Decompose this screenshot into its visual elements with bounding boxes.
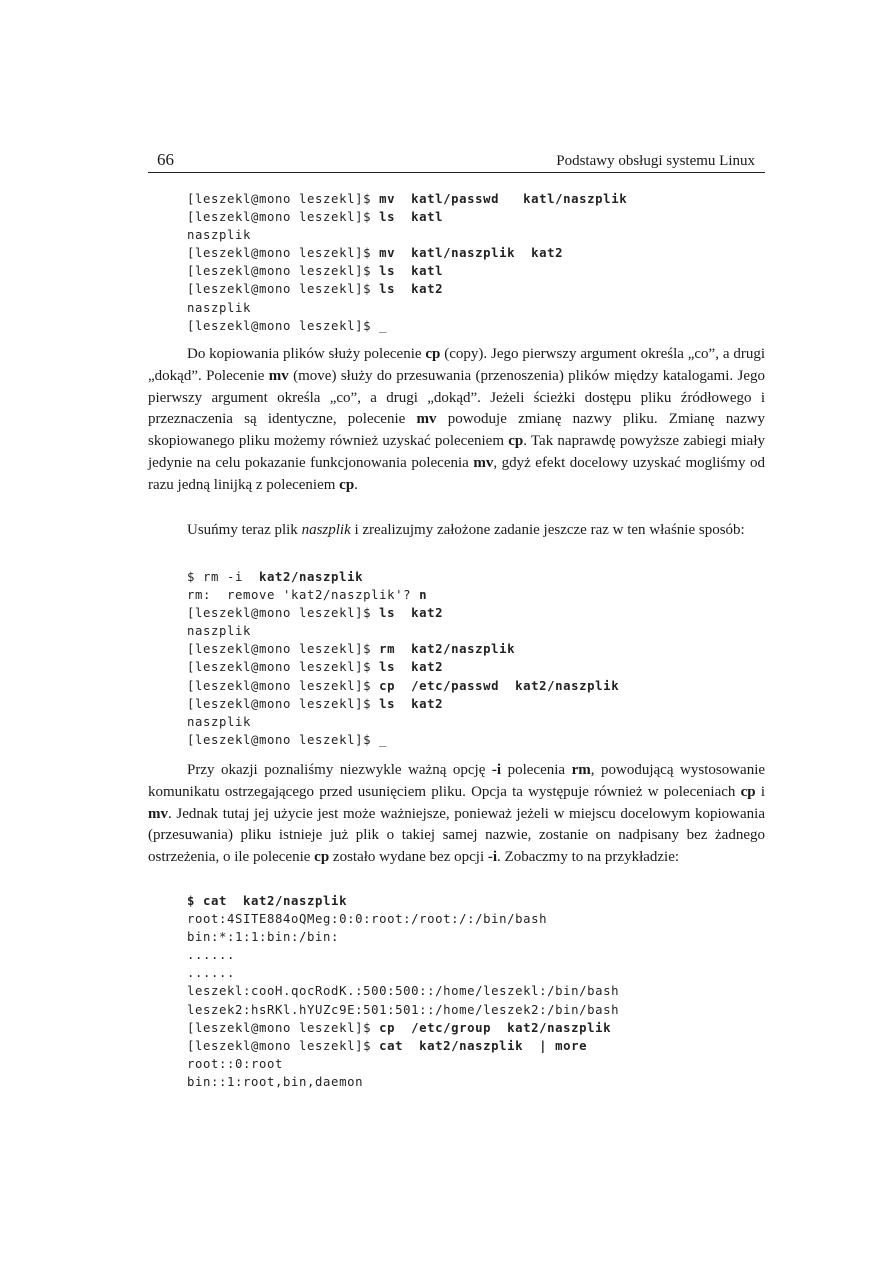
command-name: cp [740,783,756,800]
code-line [187,568,619,586]
code-command: rm kat2/naszplik [379,642,516,657]
code-block-mv-example [187,190,627,335]
paragraph-text: Przy okazji poznaliśmy niezwykle ważną opcję [187,762,492,778]
code-block-rm-cp-example [187,568,619,749]
page-number: 66 [157,150,174,169]
code-line [187,964,619,982]
code-text: [leszekl@mono leszekl]$ [187,246,380,261]
code-block-overwrite-example [187,892,619,1091]
code-line [187,280,627,298]
paragraph-text: , gdyż efekt docelowy uzyskać mogliśmy od razu jedną linijką z poleceniem [148,454,765,493]
paragraph-text: (move) służy do przesuwania (przenoszenia) plików między katalogami. Jego pierwszy argument określa „co”, a drugi „dokąd”. Jeżeli ścieżki dostępu pliku źródłowego i przeznaczenia są identyczne, polecenie [148,367,765,428]
code-line [187,1019,619,1037]
code-command: ls katl [379,210,444,225]
code-text: ...... [187,966,236,981]
header-rule [148,172,765,173]
code-text: [leszekl@mono leszekl]$ [187,678,380,693]
code-line [187,317,627,335]
code-line [187,892,619,910]
code-command: ls katl [379,264,444,279]
code-line [187,190,627,208]
paragraph-text: powoduje zmianę nazwy pliku. Zmianę nazwy skopiowanego pliku możemy również uzyskać poleceniem [148,411,765,450]
code-text: [leszekl@mono leszekl]$ [187,1038,380,1053]
code-command: mv katl/naszplik kat2 [379,246,564,261]
code-line [187,1073,619,1091]
command-name: cp [508,433,524,450]
code-line [187,640,619,658]
code-command: n [419,588,428,603]
paragraph-remove-intro [148,520,765,542]
paragraph-text: zostało wydane bez opcji [329,849,488,866]
code-text: ...... [187,948,236,963]
code-text: [leszekl@mono leszekl]$ _ [187,318,388,333]
code-command: ls kat2 [379,606,444,621]
command-name: mv [473,454,494,471]
command-name: cp [425,346,441,362]
code-text: [leszekl@mono leszekl]$ [187,606,380,621]
code-text: [leszekl@mono leszekl]$ [187,696,380,711]
code-line [187,982,619,1000]
code-text: leszekl:cooH.qocRodK.:500:500::/home/leszekl:/bin/bash [187,984,620,999]
code-command: ls kat2 [379,660,444,675]
code-text: rm: remove 'kat2/naszplik'? [187,588,420,603]
code-line [187,226,627,244]
code-line [187,299,627,317]
code-line [187,1037,619,1055]
code-text: bin:*:1:1:bin:/bin: [187,930,340,945]
paragraph-text: , powodującą wystosowanie komunikatu ostrzegającego przed usunięciem pliku. Opcja ta występuje również w poleceniach [148,762,766,800]
code-line [187,604,619,622]
code-line [187,622,619,640]
code-command: cp /etc/group kat2/naszplik [379,1020,612,1035]
code-line [187,262,627,280]
code-text: naszplik [187,300,252,315]
code-line [187,731,619,749]
code-text: [leszekl@mono leszekl]$ [187,282,380,297]
file-name: naszplik [301,522,351,538]
command-name: -i [487,849,498,866]
code-text: [leszekl@mono leszekl]$ [187,642,380,657]
paragraph-option-i [148,760,765,869]
command-name: -i [491,762,502,778]
code-line [187,658,619,676]
code-text: naszplik [187,624,252,639]
code-text: [leszekl@mono leszekl]$ [187,660,380,675]
paragraph-text: . Tak naprawdę powyższe zabiegi miały jedynie na celu pokazanie funkcjonowania polecenia [148,433,765,471]
code-text: [leszekl@mono leszekl]$ [187,210,380,225]
paragraph-text: . Zobaczmy to na przykładzie: [497,849,680,866]
command-name: mv [148,805,168,822]
code-text: naszplik [187,714,252,729]
code-line [187,586,619,604]
code-text: root::0:root [187,1056,284,1071]
paragraph-text: (copy). Jego pierwszy argument określa „co”, a drugi „dokąd”. Polecenie [148,346,765,384]
command-name: rm [571,762,591,778]
command-name: mv [416,411,437,428]
code-text: [leszekl@mono leszekl]$ [187,192,380,206]
code-text: bin::1:root,bin,daemon [187,1074,364,1089]
paragraph-text: polecenia [501,762,572,778]
paragraph-text: i [755,783,765,800]
code-line [187,910,619,928]
code-command: $ cat kat2/naszplik [187,894,348,908]
code-text: [leszekl@mono leszekl]$ _ [187,732,388,747]
code-text: leszek2:hsRKl.hYUZc9E:501:501::/home/leszek2:/bin/bash [187,1002,620,1017]
code-line [187,208,627,226]
paragraph-cp-mv-explanation [148,344,765,497]
code-line [187,946,619,964]
paragraph-text: Do kopiowania plików służy polecenie [187,346,426,362]
code-command: ls kat2 [379,282,444,297]
code-line [187,677,619,695]
running-head: Podstawy obsługi systemu Linux [556,153,755,169]
code-line [187,928,619,946]
paragraph-text: i zrealizujmy założone zadanie jeszcze raz w ten właśnie sposób: [350,522,745,538]
code-text: $ rm -i [187,570,260,584]
code-line [187,695,619,713]
paragraph-text: . [354,476,358,493]
command-name: cp [339,476,355,493]
code-text: [leszekl@mono leszekl]$ [187,1020,380,1035]
code-command: ls kat2 [379,696,444,711]
code-line [187,244,627,262]
code-line [187,1001,619,1019]
code-text: [leszekl@mono leszekl]$ [187,264,380,279]
paragraph-text: Usuńmy teraz plik [187,522,302,538]
code-command: cat kat2/naszplik | more [379,1038,588,1053]
paragraph-text: . Jednak tutaj jej użycie jest może ważniejsze, ponieważ jeżeli w miejscu docelowym kopiowania (przesuwania) pliku istnieje już plik o takiej samej nazwie, zostanie on nadpisany bez żadnego ostrzeżenia, o ile polecenie [148,805,765,866]
code-line [187,713,619,731]
code-command: mv katl/passwd katl/naszplik [379,192,628,206]
code-text: naszplik [187,228,252,243]
code-line [187,1055,619,1073]
command-name: cp [314,849,330,866]
code-command: kat2/naszplik [259,570,364,584]
code-command: cp /etc/passwd kat2/naszplik [379,678,620,693]
command-name: mv [268,367,289,384]
code-text: root:4SITE884oQMeg:0:0:root:/root:/:/bin/bash [187,912,548,927]
